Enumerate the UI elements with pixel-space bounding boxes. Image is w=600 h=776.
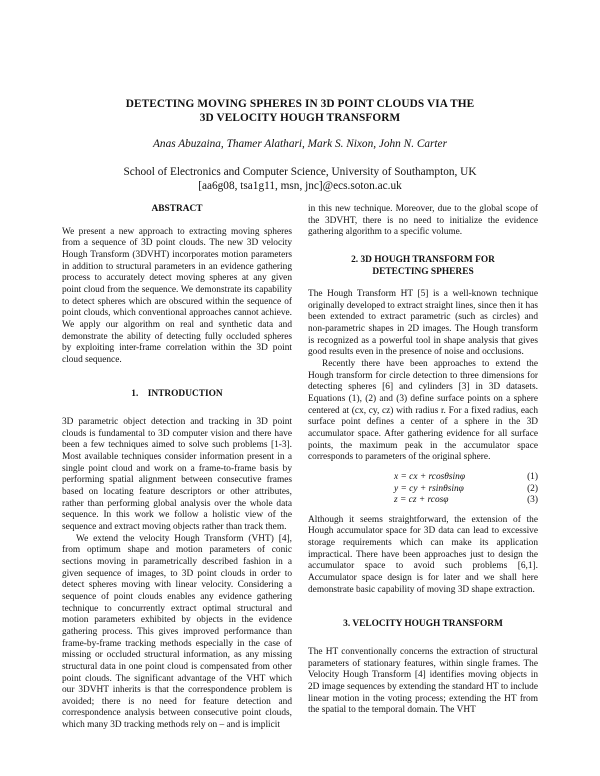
equation-2	[308, 484, 538, 496]
equation-3	[308, 495, 538, 507]
equation-2-number: (2)	[527, 483, 538, 494]
hough-paragraph-1: The Hough Transform HT [5] is a well-known technique originally developed to extract straight lines, since then it has been extended to extract parametric (such as circles) and non-parametric shapes in 2D images. The Hough transform is recognized as a powerful tool in shape analysis that gives good results even in the presence of noise and occlusions.	[308, 289, 538, 358]
right-column	[308, 204, 538, 717]
equation-1-number: (1)	[527, 472, 538, 482]
section-3-heading: 3. VELOCITY HOUGH TRANSFORM	[343, 619, 503, 630]
intro-paragraph-2-continued: in this new technique. Moreover, due to the global scope of the 3DVHT, there is no need to initialize the evidence gathering algorithm to a specific volume.	[308, 204, 538, 238]
left-column	[62, 204, 292, 732]
affiliation-block	[60, 165, 540, 193]
author-list: Anas Abuzaina, Thamer Alathari, Mark S. Nixon, John N. Carter	[153, 138, 447, 150]
paper-title	[60, 97, 540, 125]
abstract-text: We present a new approach to extracting moving spheres from a sequence of 3D point clouds. The new 3D velocity Hough Transform (3DVHT) incorporates motion parameters in addition to structural parameters in an evidence gathering process to accurately detect moving spheres at any given point cloud from the sequence. We demonstrate its capability to detect spheres which are obscured within the sequence of point clouds, which conventional approaches cannot achieve. We apply our algorithm on real and synthetic data and demonstrate the ability of detecting fully occluded spheres by exploiting inter-frame correlation within the 3D point cloud sequence.	[62, 226, 292, 365]
title-line-1: DETECTING MOVING SPHERES IN 3D POINT CLOUDS VIA THE	[125, 98, 475, 110]
equation-3-expr: z = cz + rcosφ	[394, 495, 449, 506]
abstract-heading: ABSTRACT	[151, 204, 203, 214]
title-line-2: 3D VELOCITY HOUGH TRANSFORM	[199, 112, 401, 124]
equation-1-expr: x = cx + rcosθsinφ	[394, 472, 466, 482]
vht-paragraph-1: The HT conventionally concerns the extraction of structural parameters of stationary features, within single frames. The Velocity Hough Transform [4] identifies moving objects in 2D image sequences by extending the standard HT to include linear motion in the voting process; extending the HT from the spatial to the temporal domain. The VHT	[308, 646, 538, 716]
email-list: [aa6g08, tsa1g11, msn, jnc]@ecs.soton.ac.uk	[198, 180, 402, 192]
equation-1	[308, 472, 538, 484]
affiliation: School of Electronics and Computer Science, University of Southampton, UK	[123, 166, 477, 178]
equation-2-expr: y = cy + rsinθsinφ	[394, 483, 464, 494]
equation-3-number: (3)	[527, 495, 538, 506]
intro-paragraph-1: 3D parametric object detection and tracking in 3D point clouds is fundamental to 3D computer vision and there have been a few techniques aimed to solve such problems [1-3]. Most available techniques consider information present in a single point cloud and work on a frame-to-frame basis by performing spatial alignment between consecutive frames based on locating feature descriptors or other attributes, rather than performing global analysis over the whole data sequence. In this work we follow a holistic view of the sequence and extract moving objects rather than track them.	[62, 417, 292, 532]
sphere-equations	[308, 472, 538, 507]
hough-paragraph-2: Recently there have been approaches to extend the Hough transform for circle detection to three dimensions for detecting spheres [6] and cylinders [3] in 3D datasets. Equations (1), (2) and (3) define surface points on a sphere centered at (cx, cy, cz) with radius r. For a fixed radius, each surface point defines a center of a sphere in the 3D accumulator space. After gathering evidence for all surface points, the maximum peak in the accumulator space corresponds to parameters of the original sphere.	[308, 359, 538, 463]
section-1-heading: 1. INTRODUCTION	[131, 389, 223, 400]
intro-paragraph-2: We extend the velocity Hough Transform (VHT) [4], from optimum shape and motion parameters of conic sections moving in parametrically described fashion in a given sequence of images, to 3D point clouds in order to detect spheres moving with linear velocity. Considering a sequence of point clouds enables any evidence gathering technique to concurrently extract optimal structural and motion parameters exhibited by objects in the evidence gathering process. This gives improved performance than frame-by-frame tracking methods especially in the case of missing or occluded structural information, as any missing structural data in one point cloud is compensated from other point clouds. The significant advantage of the VHT which our 3DVHT inherits is that the correspondence problem is avoided; there is no need for feature detection and correspondence analysis between consecutive point clouds, which many 3D tracking methods rely on – and is implicit	[62, 533, 292, 731]
hough-paragraph-3: Although it seems straightforward, the extension of the Hough accumulator space for 3D data can lead to excessive storage requirements which can make its application impractical. There have been approaches just to design the accumulator space to avoid such problems [6,1]. Accumulator space design is for later and we shall here demonstrate basic capability of moving 3D shape extraction.	[308, 514, 538, 595]
section-2-heading: 2. 3D HOUGH TRANSFORM FOR DETECTING SPHERES	[351, 254, 495, 277]
